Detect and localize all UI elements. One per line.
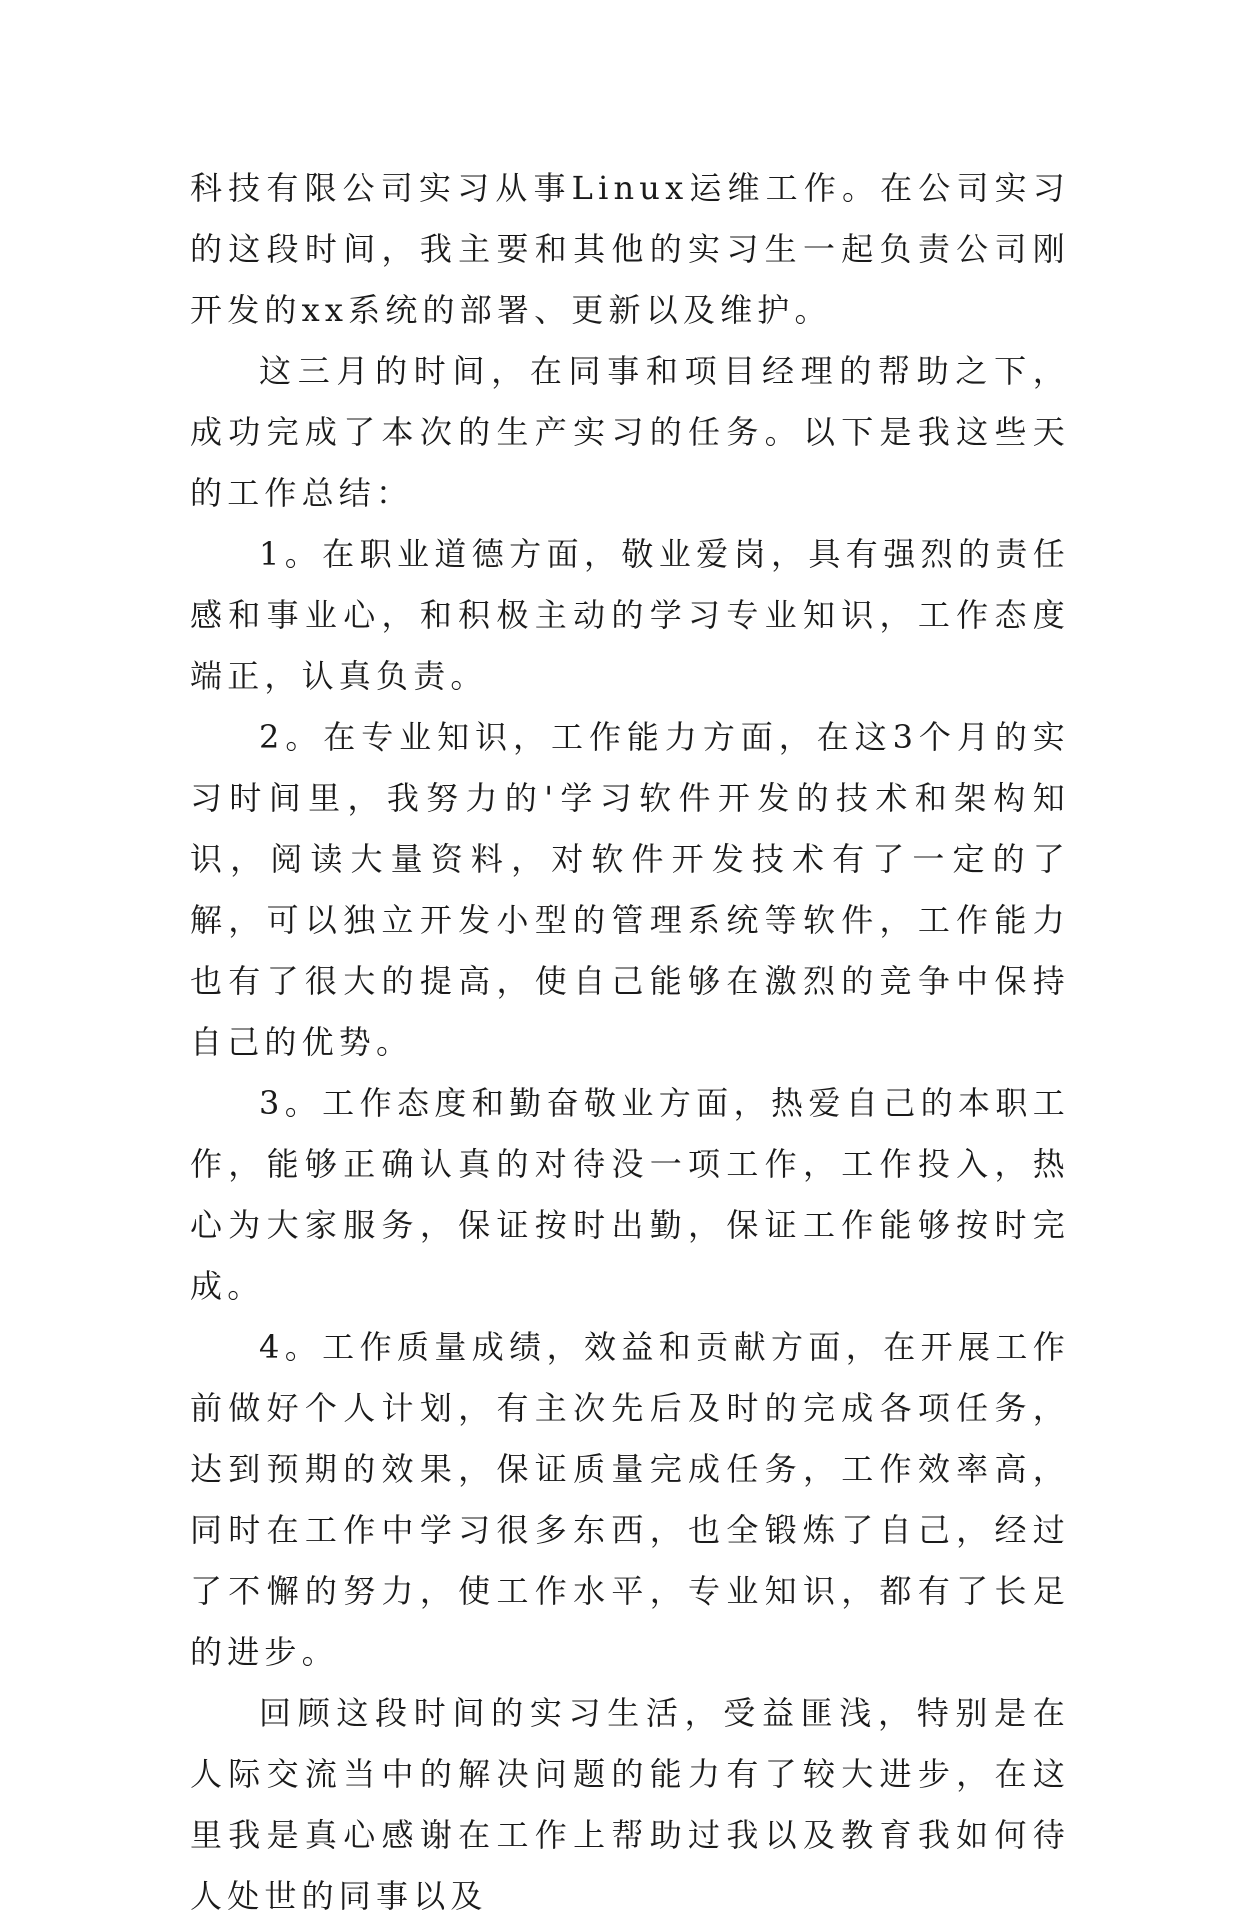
- paragraph-point-3-attitude: 3。工作态度和勤奋敬业方面，热爱自己的本职工作，能够正确认真的对待没一项工作，工作投入，热心为大家服务，保证按时出勤，保证工作能够按时完成。: [190, 1084, 1070, 1305]
- paragraph-review: 回顾这段时间的实习生活，受益匪浅，特别是在人际交流当中的解决问题的能力有了较大进步，在这里我是真心感谢在工作上帮助过我以及教育我如何待人处世的同事以及: [190, 1694, 1070, 1915]
- paragraph-three-months-summary: 这三月的时间，在同事和项目经理的帮助之下，成功完成了本次的生产实习的任务。以下是我这些天的工作总结：: [190, 352, 1070, 512]
- document-body: [190, 158, 1070, 1927]
- paragraph-point-4-quality: 4。工作质量成绩，效益和贡献方面，在开展工作前做好个人计划，有主次先后及时的完成各项任务，达到预期的效果，保证质量完成任务，工作效率高，同时在工作中学习很多东西，也全锻炼了自己，经过了不懈的努力，使工作水平，专业知识，都有了长足的进步。: [190, 1328, 1070, 1671]
- paragraph-point-2-skills: 2。在专业知识，工作能力方面，在这3个月的实习时间里，我努力的'学习软件开发的技术和架构知识，阅读大量资料，对软件开发技术有了一定的了解，可以独立开发小型的管理系统等软件，工作能力也有了很大的提高，使自己能够在激烈的竞争中保持自己的优势。: [190, 718, 1070, 1061]
- paragraph-point-1-ethics: 1。在职业道德方面，敬业爱岗，具有强烈的责任感和事业心，和积极主动的学习专业知识，工作态度端正，认真负责。: [190, 535, 1070, 695]
- paragraph-internship-intro: 科技有限公司实习从事Linux运维工作。在公司实习的这段时间，我主要和其他的实习生一起负责公司刚开发的xx系统的部署、更新以及维护。: [190, 169, 1070, 329]
